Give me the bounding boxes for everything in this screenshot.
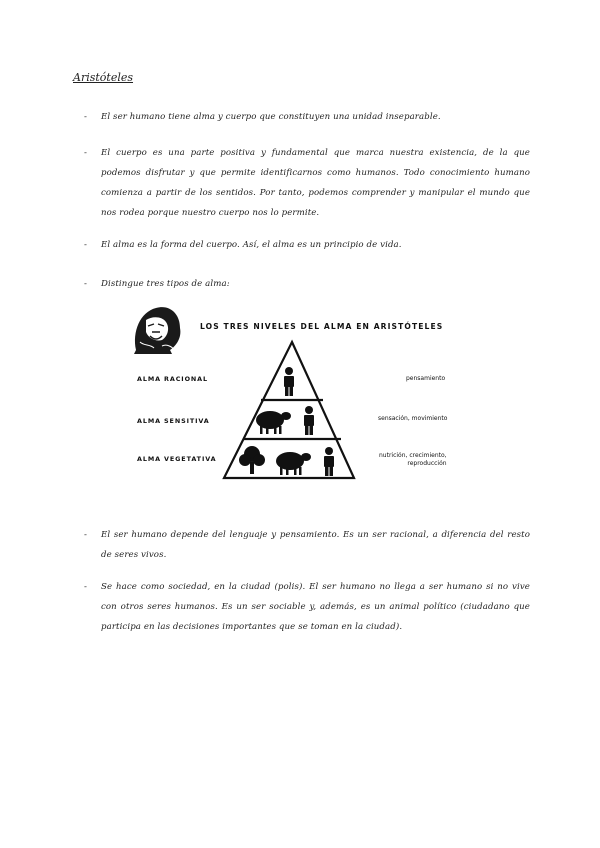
human-icon [284,367,294,396]
list-item [84,577,530,637]
list-item [84,525,530,565]
bullet-text: El alma es la forma del cuerpo. Así, el alma es un principio de vida. [101,240,402,250]
sheep-icon [276,452,311,475]
sheep-icon [256,411,291,434]
bullet-text: El cuerpo es una parte positiva y fundamental que marca nuestra existencia, de la que podemos disfrutar y que permite identificarnos como humanos. Todo conocimiento humano comienza a partir de los sentidos. Por tanto, podemos comprender y manipular el mundo que nos rodea porque nuestro cuerpo nos lo permite. [101,148,530,218]
bullet-dash: - [84,530,88,540]
bullet-dash: - [84,148,88,158]
bullet-dash: - [84,279,88,289]
level-function-line: reproducción [407,460,447,467]
page-title: Aristóteles [73,71,134,84]
bullet-text: Distingue tres tipos de alma: [101,279,230,289]
level-label-sensitive: ALMA SENSITIVA [137,417,210,425]
bullet-dash: - [84,582,88,592]
bullet-dash: - [84,240,88,250]
level-label-rational: ALMA RACIONAL [137,375,208,383]
list-item [84,235,530,255]
level-function-rational: pensamiento [406,375,446,382]
list-item [84,107,530,127]
diagram-heading: LOS TRES NIVELES DEL ALMA EN ARISTÓTELES [200,322,444,331]
level-label-vegetative: ALMA VEGETATIVA [137,455,217,463]
soul-levels-diagram [126,302,476,484]
bullet-dash: - [84,112,88,122]
bullet-text: El ser humano depende del lenguaje y pensamiento. Es un ser racional, a diferencia del resto de seres vivos. [101,530,530,560]
bullet-text: Se hace como sociedad, en la ciudad (polis). El ser humano no llega a ser humano si no vive con otros seres humanos. Es un ser sociable y, además, es un animal político (ciudadano que participa en las decisiones importantes que se toman en la ciudad). [101,582,530,632]
list-item [84,274,530,294]
aristotle-bust-icon [134,307,180,354]
human-icon [304,406,314,435]
level-function-sensitive: sensación, movimiento [378,415,448,422]
list-item [84,143,530,223]
level-function-line: nutrición, crecimiento, [379,452,447,459]
level-function-vegetative [379,452,447,468]
bullet-text: El ser humano tiene alma y cuerpo que constituyen una unidad inseparable. [101,112,441,122]
human-icon [324,447,334,476]
tree-icon [239,446,265,474]
